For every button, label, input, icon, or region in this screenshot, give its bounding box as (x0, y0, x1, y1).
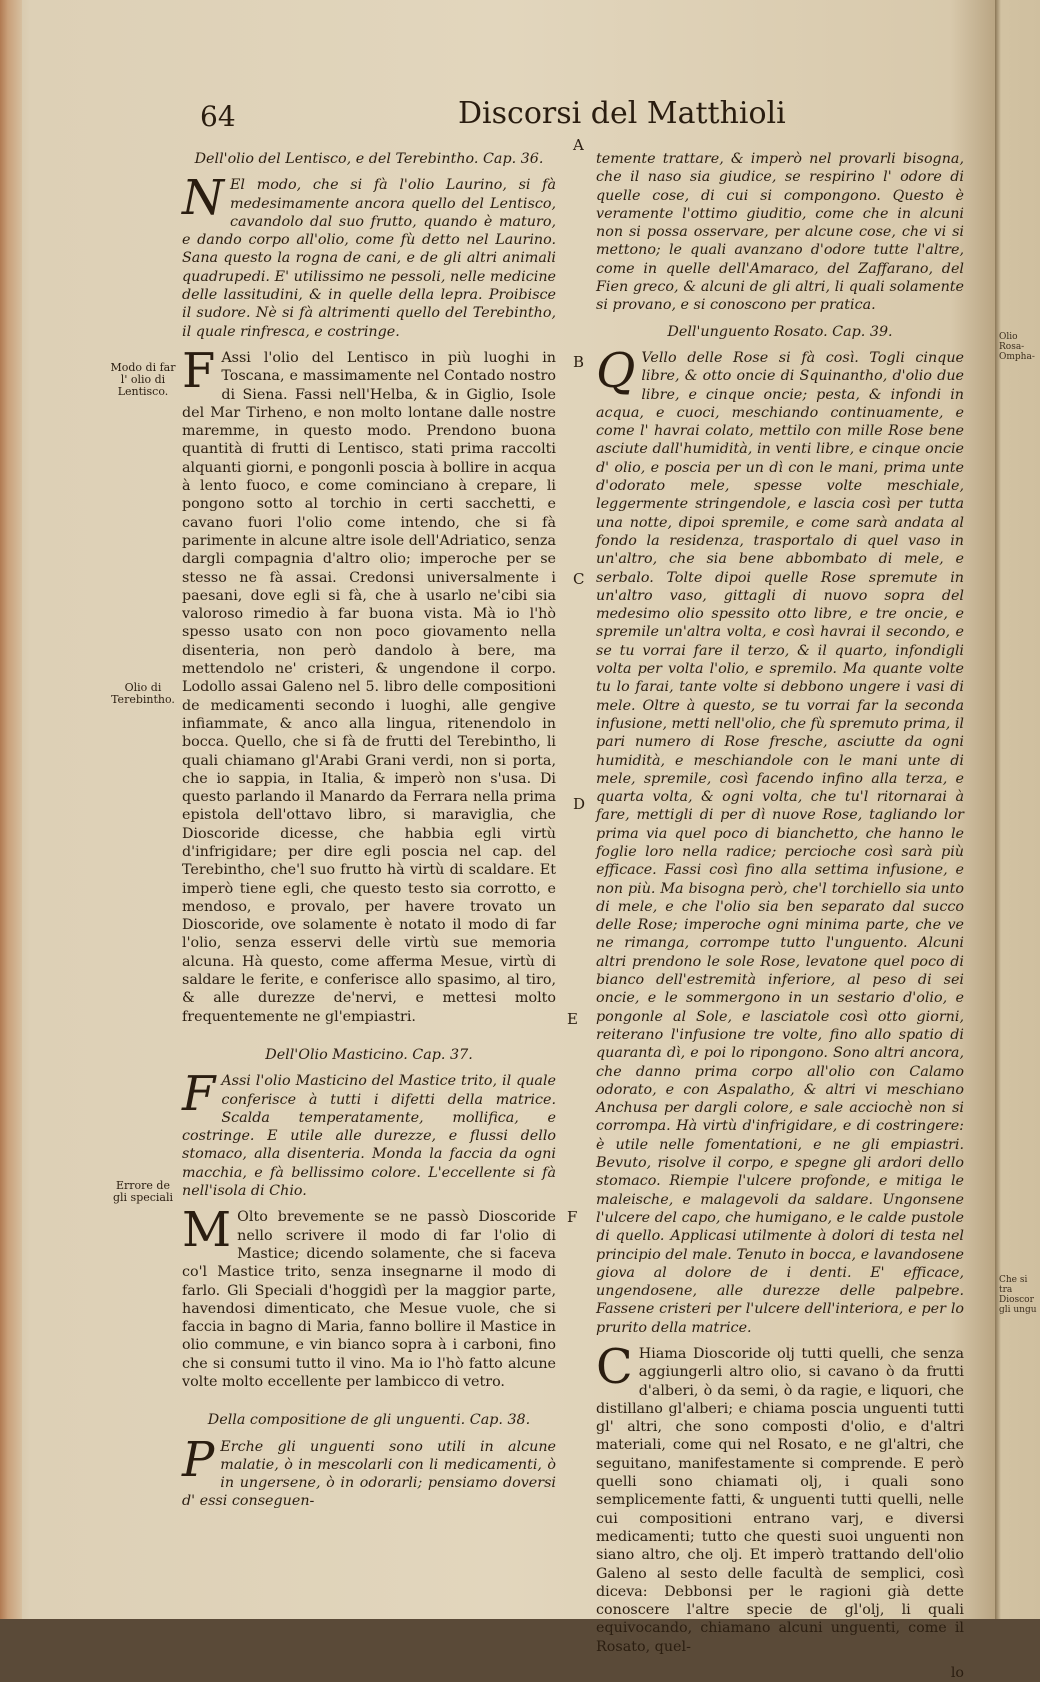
drop-cap-q: Q (596, 342, 636, 399)
margin-note-right-2: Che si tra Dioscor gli ungu (999, 1275, 1037, 1315)
margin-note-speciali: Errore de gli speciali (112, 1179, 174, 1204)
chapter-38-text (182, 1431, 556, 1511)
chapter-36-commentary-body: Assi l'olio del Lentisco in più luoghi in Toscana, e massimamente nel Contado nostro di Siena. Fassi nell'Helba, & in Giglio, Isole del Mar Tirheno, e non molto lontane dalle nostre maremme, in questo modo. Prendono buona quantità di frutti di Lentisco, stati prima raccolti alquanti giorni, e pongonli poscia à bollire in acqua à lento fuoco, e come cominciano à crepare, li pongono sotto al torchio in certi sacchetti, e cavano fuori l'olio come intendo, che si fà parimente in alcune altre isole dell'Adriatico, senza dargli compagnia d'altro olio; imperoche per se stesso ne fà assai. Credonsi universalmente i paesani, dove egli si fà, che à usarlo ne'cibi sia valoroso rimedio à far buona vista. Mà io l'hò spesso usato con non poco giovamento nella disenteria, non però dandolo à bere, ma mettendolo ne' cristeri, & ungendone il corpo. Lodollo assai Galeno nel 5. libro delle compositioni de medicamenti secondo i luoghi, alle gengive infiammate, & anco alla lingua, ritenendolo in bocca. Quello, che si fà de frutti del Terebintho, li quali chiamano gl'Arabi Grani verdi, non si porta, che io sappia, in Italia, & imperò non s'usa. Di questo parlando il Manardo da Ferrara nella prima epistola dell'ottavo libro, si maraviglia, che Dioscoride dicesse, che habbia egli virtù d'infrigidare; per dire egli poscia nel cap. del Terebintho, che'l suo frutto hà virtù di scaldare. Et imperò tiene egli, che questo testo sia corrotto, e mendoso, e provalo, per havere trovato un Dioscoride, ove solamente è notato il modo di far l'olio, senza esservi delle virtù sue memoria alcuna. Hà questo, come afferma Mesue, virtù di saldare le ferite, e conferisce allo spasimo, al tiro, & alle durezze de'nervi, e mettesi molto frequentemente ne gl'empiastri. (182, 349, 556, 1025)
drop-cap-p: P (182, 1431, 215, 1488)
chapter-37-text (182, 1066, 556, 1200)
chapter-36-title: Dell'olio del Lentisco, e del Terebintho. Cap. 36. (194, 151, 544, 167)
chapter-37-commentary (182, 1202, 556, 1391)
drop-cap-f2: F (182, 1066, 216, 1123)
catchword: lo (950, 1665, 964, 1682)
chapter-39-commentary (596, 1339, 964, 1656)
drop-cap-f: F (182, 342, 216, 399)
margin-note-right-1: Olio Rosa- Ompha- (999, 332, 1035, 362)
chapter-39-text (596, 342, 964, 1337)
chapter-36-text (182, 170, 556, 341)
margin-letter-c: C (573, 570, 585, 588)
page-header (200, 96, 970, 140)
chapter-38-title: Della compositione de gli unguenti. Cap. 38. (207, 1412, 531, 1429)
chapter-37-commentary-body: Olto brevemente se ne passò Dioscoride nello scrivere il modo di far l'olio di Mastice; dicendo solamente, che si faceva co'l Mastice trito, senza insegnarne il modo di farlo. Gli Speciali d'hoggidì per la maggior parte, havendosi dimenticato, che Mesue vuole, che si faccia in bagno di Maria, fanno bollire il Mastice in olio commune, e vin bianco sopra à i carboni, fino che si consumi tutto il vino. Ma io l'hò fatto alcune volte molto eccellente per lambicco di vetro. (182, 1209, 556, 1390)
drop-cap-n: N (182, 170, 224, 227)
chapter-37-text-body: Assi l'olio Masticino del Mastice trito, il quale conferisce à tutti i difetti della matrice. Scalda temperatamente, mollifica, e costringe. E utile alle durezze, e flussi dello stomaco, alla disenteria. Monda la faccia da ogni macchia, e fà bellissimo colore. L'eccellente si fà nell'isola di Chio. (182, 1073, 556, 1200)
page-number: 64 (200, 100, 236, 133)
margin-letter-e: E (567, 1010, 578, 1028)
margin-letter-a: A (573, 136, 584, 154)
margin-letter-d: D (573, 795, 586, 813)
margin-letter-b: B (573, 353, 585, 371)
chapter-39-commentary-body: Hiama Dioscoride olj tutti quelli, che senza aggiungerli altro olio, si cavano ò da frutti d'alberi, ò da semi, ò da ragie, e liquori, che distillano gl'alberi; e chiama poscia unguenti tutti gl' altri, che sono composti d'olio, e d'altri materiali, come qui nel Rosato, e ne gl'altri, che seguitano, manifestamente si comprende. E però quelli sono chiamati olj, i quali sono semplicemente fatti, & unguenti tutti quelli, nelle cui compositioni entrano varj, e diversi medicamenti; tutto che questi suoi unguenti non siano altro, che olj. Et imperò trattando dell'olio Galeno al sesto delle facultà de semplici, così diceva: Debbonsi per le ragioni già dette conoscere l'altre specie de gl'olj, li quali equivocando, chiamano alcuni unguenti, come il Rosato, quel- (596, 1346, 964, 1655)
margin-note-lentisco: Modo di far l' olio di Lentisco. (110, 361, 176, 398)
running-title: Discorsi del Matthioli (458, 96, 786, 131)
chapter-36-text-body: El modo, che si fà l'olio Laurino, si fà medesimamente ancora quello del Lentisco, cavandolo dal suo frutto, quando è maturo, e dando corpo all'olio, come fù detto nel Laurino. Sana questo la rogna de cani, e de gli altri animali quadrupedi. E' utilissimo ne pessoli, nelle medicine delle lassitudini, & in quelle della lepra. Proibisce il sudore. Nè si fà altrimenti quello del Terebintho, il quale rinfresca, e costringe. (182, 177, 556, 340)
right-column (596, 150, 964, 1682)
chapter-39-title: Dell'unguento Rosato. Cap. 39. (667, 323, 893, 340)
chapter-39-text-body: Vello delle Rose si fà così. Togli cinque libre, & otto oncie di Squinantho, d'olio due libre, e cinque oncie; pesta, & infondi in acqua, e cuoci, meschiando continuamente, e come l' havrai colato, mettilo con mille Rose bene asciute dall'humidità, in venti libre, e cinque oncie d' olio, e poscia per un dì con le mani, prima unte d'odorato mele, spesse volte meschiale, leggermente stringendole, e lascia così per tutta una notte, dipoi spremile, e come sarà andata al fondo la residenza, trasportalo di quel vaso in un'altro, che sia bene abbombato di mele, e serbalo. Tolte dipoi quelle Rose spremute in un'altro vaso, gittagli di nuovo sopra del medesimo olio spessito otto libre, e tre oncie, e spremile un'altra volta, e così havrai il secondo, e se tu vorrai fare il terzo, & il quarto, infondigli volta per volta l'olio, e spremilo. Ma quante volte tu lo farai, tante volte si debbono ungere i vasi di mele. Oltre à questo, se tu vorrai far la seconda infusione, metti nell'olio, che fù spremuto prima, il pari numero di Rose fresche, asciutte da ogni humidità, e meschiandole con le mani unte di mele, spremile, così facendo infino alla terza, e quarta volta, & ogni volta, che tu'l ritornarai à fare, mettigli di per dì nuove Rose, tagliando lor prima via quel poco di bianchetto, che hanno le foglie loro nella radice; percioche così sarà più efficace. Fassi così fino alla settima infusione, e non più. Ma bisogna però, che'l torchiello sia unto di mele, e che l'olio sia ben separato dal succo delle Rose; imperoche ogni minima parte, che ve ne rimanga, corrompe tutto l'unguento. Alcuni altri prendono le sole Rose, levatone quel poco di bianco dell'estremità inferiore, al peso di sei oncie, e le sommergono in un sestario d'olio, e pongonle al Sole, e lasciatole così otto giorni, reiterano l'infusione tre volte, fino allo spatio di quaranta dì, e poi lo ripongono. Sono altri ancora, che danno prima corpo all'olio con Calamo odorato, e con Aspalatho, & altri vi meschiano Anchusa per dargli colore, e sale acciochè non si corrompa. Hà virtù d'infrigidare, e di costringere: è utile nelle fomentationi, e ne gli empiastri. Bevuto, risolve il corpo, e spegne gli ardori dello stomaco. Riempie l'ulcere profonde, e mitiga le maleische, e malagevoli da saldare. Ungonsene l'ulcere del capo, che humigano, e le calde pustole di quello. Applicasi utilmente à dolori di testa nel principio del male. Tenuto in bocca, e lavandosene giova al dolore de i denti. E' efficace, ungendosene, alle durezze delle palpebre. Fassene cristeri per l'ulcere dell'interiora, e per lo prurito della matrice. (596, 349, 964, 1336)
left-column (182, 150, 556, 1519)
drop-cap-c: C (596, 1339, 633, 1395)
chapter-38-text-body: Erche gli unguenti sono utili in alcune malatie, ò in mescolarli con li medicamenti, ò in ungersene, ò in odorarli; pensiamo doversi d' essi conseguen- (182, 1438, 556, 1510)
chapter-37-title: Dell'Olio Masticino. Cap. 37. (265, 1046, 473, 1063)
binding-edge (0, 0, 22, 1619)
chapter-38-continuation: temente trattare, & imperò nel provarli bisogna, che il naso sia giudice, se respirino l' odore di quelle cose, di cui si compongono. Questo è veramente l'ottimo giuditio, come che in alcuni non si possa osservare, per alcune cose, che vi si mettono; le quali avanzano d'odore tutte l'altre, come in quelle dell'Amaraco, del Zaffarano, del Fien greco, & alcuni de gli altri, li quali solamente si provano, e si conoscono per pratica. (596, 151, 964, 314)
drop-cap-m: M (182, 1202, 232, 1259)
margin-note-terebintho: Olio di Terebintho. (111, 681, 175, 706)
margin-letter-f: F (567, 1208, 578, 1226)
adjacent-page-edge (995, 0, 1040, 1619)
chapter-36-commentary (182, 342, 556, 1026)
